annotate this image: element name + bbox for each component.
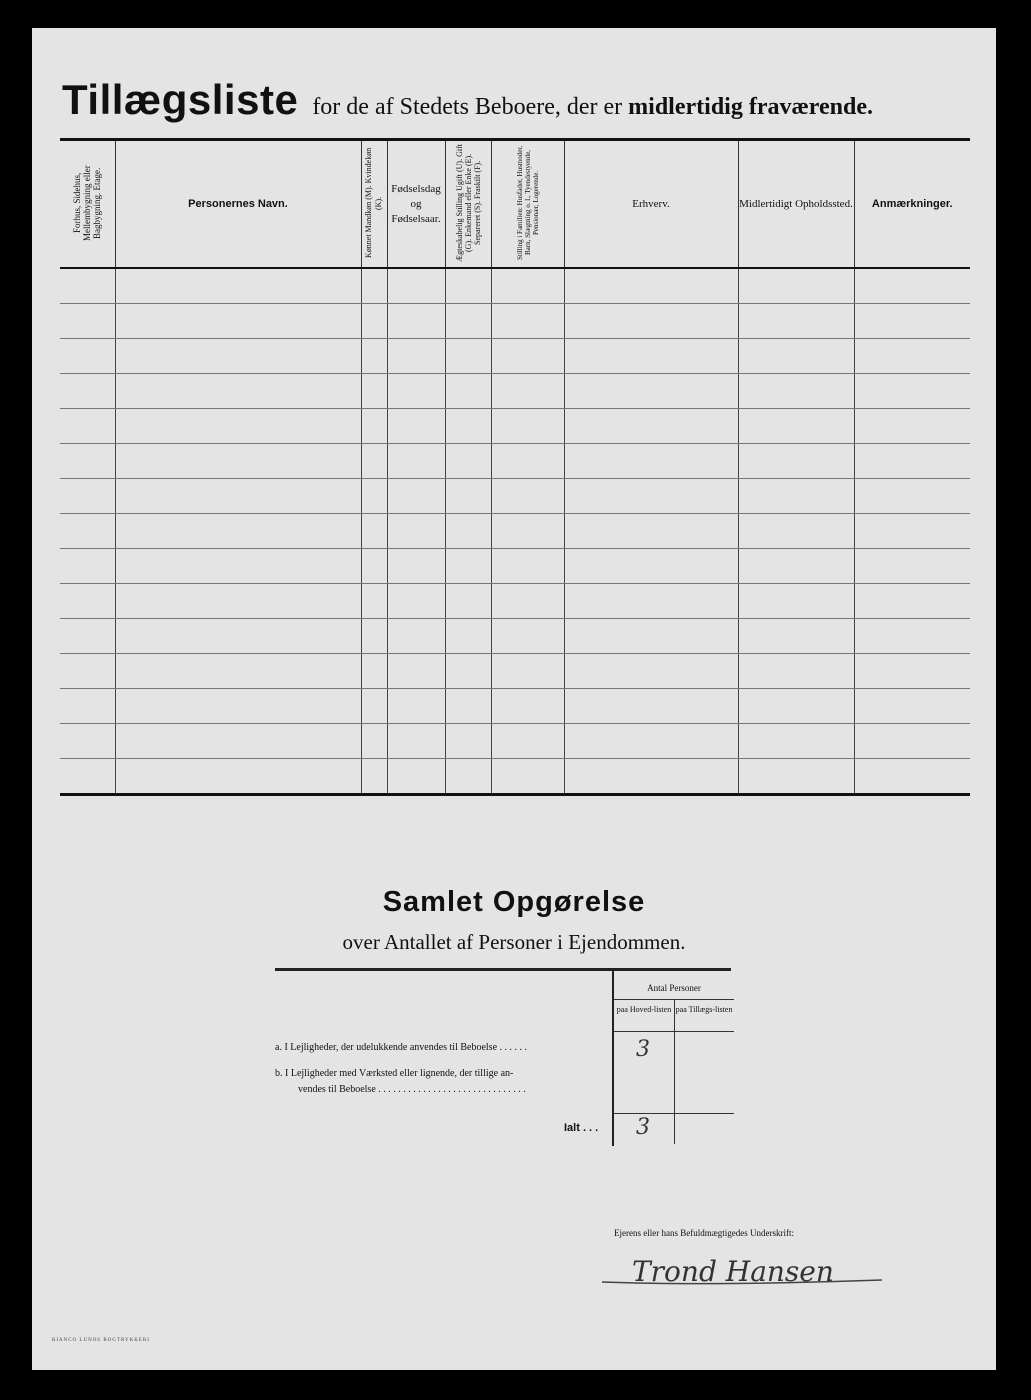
cell-birth (387, 374, 445, 409)
cell-gender (361, 584, 387, 619)
cell-name (115, 268, 361, 304)
cell-occupation (564, 619, 738, 654)
cell-gender (361, 724, 387, 759)
col-building-label: Forhus, Sidehus, Mellembygning eller Bagbygning. Etage. (72, 164, 103, 241)
summary-title: Samlet Opgørelse (382, 886, 646, 918)
cell-building (60, 479, 115, 514)
printer-mark: BIANCO LUNOS BOGTRYKKERI (52, 1338, 150, 1343)
cell-gender (361, 514, 387, 549)
cell-remarks (854, 268, 970, 304)
cell-marital (445, 514, 491, 549)
cell-occupation (564, 584, 738, 619)
cell-family (491, 304, 564, 339)
table-row (60, 444, 970, 479)
cell-temp_residence (738, 689, 854, 724)
cell-occupation (564, 374, 738, 409)
cell-remarks (854, 444, 970, 479)
cell-name (115, 619, 361, 654)
col-birth (387, 141, 445, 268)
cell-name (115, 409, 361, 444)
cell-temp_residence (738, 444, 854, 479)
cell-occupation (564, 689, 738, 724)
table-row (60, 479, 970, 514)
cell-family (491, 514, 564, 549)
cell-birth (387, 584, 445, 619)
cell-name (115, 689, 361, 724)
title-rest-b: midlertidig fraværende. (628, 94, 874, 120)
cell-building (60, 339, 115, 374)
cell-birth (387, 339, 445, 374)
cell-name (115, 584, 361, 619)
summary-divider (674, 1000, 675, 1144)
cell-family (491, 409, 564, 444)
cell-gender (361, 444, 387, 479)
cell-birth (387, 724, 445, 759)
cell-birth (387, 479, 445, 514)
col-occupation (564, 141, 738, 268)
title-rest-a: for de af Stedets Beboere, der er (312, 94, 623, 120)
cell-temp_residence (738, 409, 854, 444)
cell-occupation (564, 654, 738, 689)
cell-building (60, 268, 115, 304)
cell-gender (361, 689, 387, 724)
cell-building (60, 374, 115, 409)
cell-gender (361, 268, 387, 304)
cell-gender (361, 304, 387, 339)
cell-birth (387, 268, 445, 304)
cell-family (491, 374, 564, 409)
cell-remarks (854, 549, 970, 584)
cell-marital (445, 409, 491, 444)
cell-temp_residence (738, 724, 854, 759)
cell-marital (445, 444, 491, 479)
cell-occupation (564, 549, 738, 584)
col-family (491, 141, 564, 268)
cell-family (491, 619, 564, 654)
table-row (60, 724, 970, 759)
col-family-label: Stilling i Familien: Husfader, Husmoder, Barn, Slægtning o. l., Tyendestyende, Pensionær, Logerende. (515, 145, 540, 260)
cell-remarks (854, 339, 970, 374)
summary-count-box (612, 971, 734, 1146)
title-rest (312, 94, 873, 120)
col-marital (445, 141, 491, 268)
cell-family (491, 584, 564, 619)
cell-occupation (564, 444, 738, 479)
cell-name (115, 514, 361, 549)
cell-remarks (854, 654, 970, 689)
cell-marital (445, 374, 491, 409)
col-name (115, 141, 361, 268)
form-title (62, 76, 873, 124)
table-row (60, 759, 970, 795)
cell-temp_residence (738, 619, 854, 654)
table-row (60, 584, 970, 619)
summary-subtitle: over Antallet af Personer i Ejendommen. (342, 930, 686, 954)
value-a-main: 3 (636, 1037, 650, 1062)
cell-marital (445, 654, 491, 689)
ialt-label: Ialt . . . (564, 1122, 599, 1134)
cell-building (60, 549, 115, 584)
summary-total-rule (614, 1113, 734, 1114)
cell-gender (361, 549, 387, 584)
table-row (60, 514, 970, 549)
cell-name (115, 724, 361, 759)
cell-name (115, 549, 361, 584)
cell-family (491, 479, 564, 514)
col-main-list: paa Hoved-listen (616, 1005, 672, 1014)
cell-occupation (564, 479, 738, 514)
cell-occupation (564, 268, 738, 304)
cell-remarks (854, 759, 970, 795)
col-temp-residence (738, 141, 854, 268)
col-gender (361, 141, 387, 268)
cell-birth (387, 759, 445, 795)
col-extra-list: paa Tillægs-listen (675, 1005, 733, 1014)
cell-temp_residence (738, 549, 854, 584)
cell-temp_residence (738, 374, 854, 409)
cell-family (491, 549, 564, 584)
cell-marital (445, 759, 491, 795)
cell-family (491, 759, 564, 795)
cell-remarks (854, 374, 970, 409)
cell-family (491, 444, 564, 479)
cell-building (60, 304, 115, 339)
cell-family (491, 268, 564, 304)
title-main: Tillægsliste (62, 76, 299, 123)
cell-gender (361, 654, 387, 689)
cell-remarks (854, 724, 970, 759)
table-row (60, 689, 970, 724)
summary-line-b2: vendes til Beboelse . . . . . . . . . . . . . . . . . . . . . . . . . . . . . . (298, 1084, 526, 1095)
cell-birth (387, 444, 445, 479)
cell-building (60, 654, 115, 689)
register-table (60, 141, 970, 796)
cell-building (60, 444, 115, 479)
cell-gender (361, 479, 387, 514)
cell-marital (445, 689, 491, 724)
cell-building (60, 724, 115, 759)
cell-name (115, 374, 361, 409)
signature-flourish (592, 1254, 912, 1294)
cell-marital (445, 339, 491, 374)
cell-occupation (564, 724, 738, 759)
table-row (60, 374, 970, 409)
col-building (60, 141, 115, 268)
cell-remarks (854, 409, 970, 444)
cell-family (491, 689, 564, 724)
cell-remarks (854, 689, 970, 724)
cell-marital (445, 268, 491, 304)
cell-birth (387, 409, 445, 444)
cell-birth (387, 514, 445, 549)
summary-line-b1: b. I Lejligheder med Værksted eller lignende, der tillige an- (275, 1068, 514, 1079)
cell-gender (361, 759, 387, 795)
cell-remarks (854, 619, 970, 654)
cell-building (60, 409, 115, 444)
cell-marital (445, 584, 491, 619)
cell-birth (387, 304, 445, 339)
cell-marital (445, 619, 491, 654)
cell-name (115, 304, 361, 339)
cell-remarks (854, 514, 970, 549)
summary-line-a: a. I Lejligheder, der udelukkende anvendes til Beboelse . . . . . . (275, 1042, 528, 1053)
table-row (60, 268, 970, 304)
cell-name (115, 654, 361, 689)
cell-marital (445, 304, 491, 339)
cell-building (60, 619, 115, 654)
cell-name (115, 444, 361, 479)
cell-gender (361, 409, 387, 444)
cell-temp_residence (738, 479, 854, 514)
cell-occupation (564, 339, 738, 374)
cell-temp_residence (738, 339, 854, 374)
cell-occupation (564, 304, 738, 339)
col-remarks-label: Anmærkninger. (871, 198, 953, 210)
cell-birth (387, 549, 445, 584)
cell-birth (387, 654, 445, 689)
col-birth-label: Fødselsdag og Fødselsaar. (391, 182, 441, 225)
cell-occupation (564, 514, 738, 549)
cell-temp_residence (738, 514, 854, 549)
cell-family (491, 724, 564, 759)
cell-remarks (854, 479, 970, 514)
cell-name (115, 479, 361, 514)
antal-header: Antal Personer (647, 983, 701, 993)
table-header-row (60, 141, 970, 268)
cell-name (115, 339, 361, 374)
cell-marital (445, 724, 491, 759)
cell-name (115, 759, 361, 795)
table-row (60, 654, 970, 689)
cell-temp_residence (738, 304, 854, 339)
cell-gender (361, 374, 387, 409)
cell-building (60, 584, 115, 619)
summary-header-rule (614, 1031, 734, 1032)
col-occupation-label: Erhverv. (632, 197, 670, 210)
col-remarks (854, 141, 970, 268)
table-row (60, 409, 970, 444)
cell-temp_residence (738, 584, 854, 619)
cell-birth (387, 619, 445, 654)
value-total-main: 3 (636, 1115, 650, 1140)
cell-remarks (854, 304, 970, 339)
table-row (60, 619, 970, 654)
cell-marital (445, 479, 491, 514)
col-gender-label: Kønnet Mandkøn (M). Kvindekøn (K). (364, 147, 383, 258)
cell-building (60, 689, 115, 724)
cell-temp_residence (738, 759, 854, 795)
signature-name: Trond Hansen (632, 1255, 834, 1288)
col-temp-residence-label: Midlertidigt Opholdssted. (739, 197, 853, 210)
cell-temp_residence (738, 654, 854, 689)
cell-remarks (854, 584, 970, 619)
col-marital-label: Ægteskabelig Stilling Ugift (U). Gift (G). Enkemand eller Enke (E). Separeret (S). Fraskilt (F). (454, 143, 482, 262)
cell-occupation (564, 409, 738, 444)
cell-temp_residence (738, 268, 854, 304)
form-sheet (32, 28, 996, 1370)
cell-family (491, 654, 564, 689)
cell-gender (361, 339, 387, 374)
cell-building (60, 759, 115, 795)
cell-marital (445, 549, 491, 584)
cell-building (60, 514, 115, 549)
table-row (60, 549, 970, 584)
cell-occupation (564, 759, 738, 795)
table-row (60, 304, 970, 339)
cell-gender (361, 619, 387, 654)
col-name-label: Personernes Navn. (188, 198, 288, 210)
cell-family (491, 339, 564, 374)
signature-label: Ejerens eller hans Befuldmægtigedes Underskrift: (614, 1228, 794, 1238)
table-row (60, 339, 970, 374)
cell-birth (387, 689, 445, 724)
